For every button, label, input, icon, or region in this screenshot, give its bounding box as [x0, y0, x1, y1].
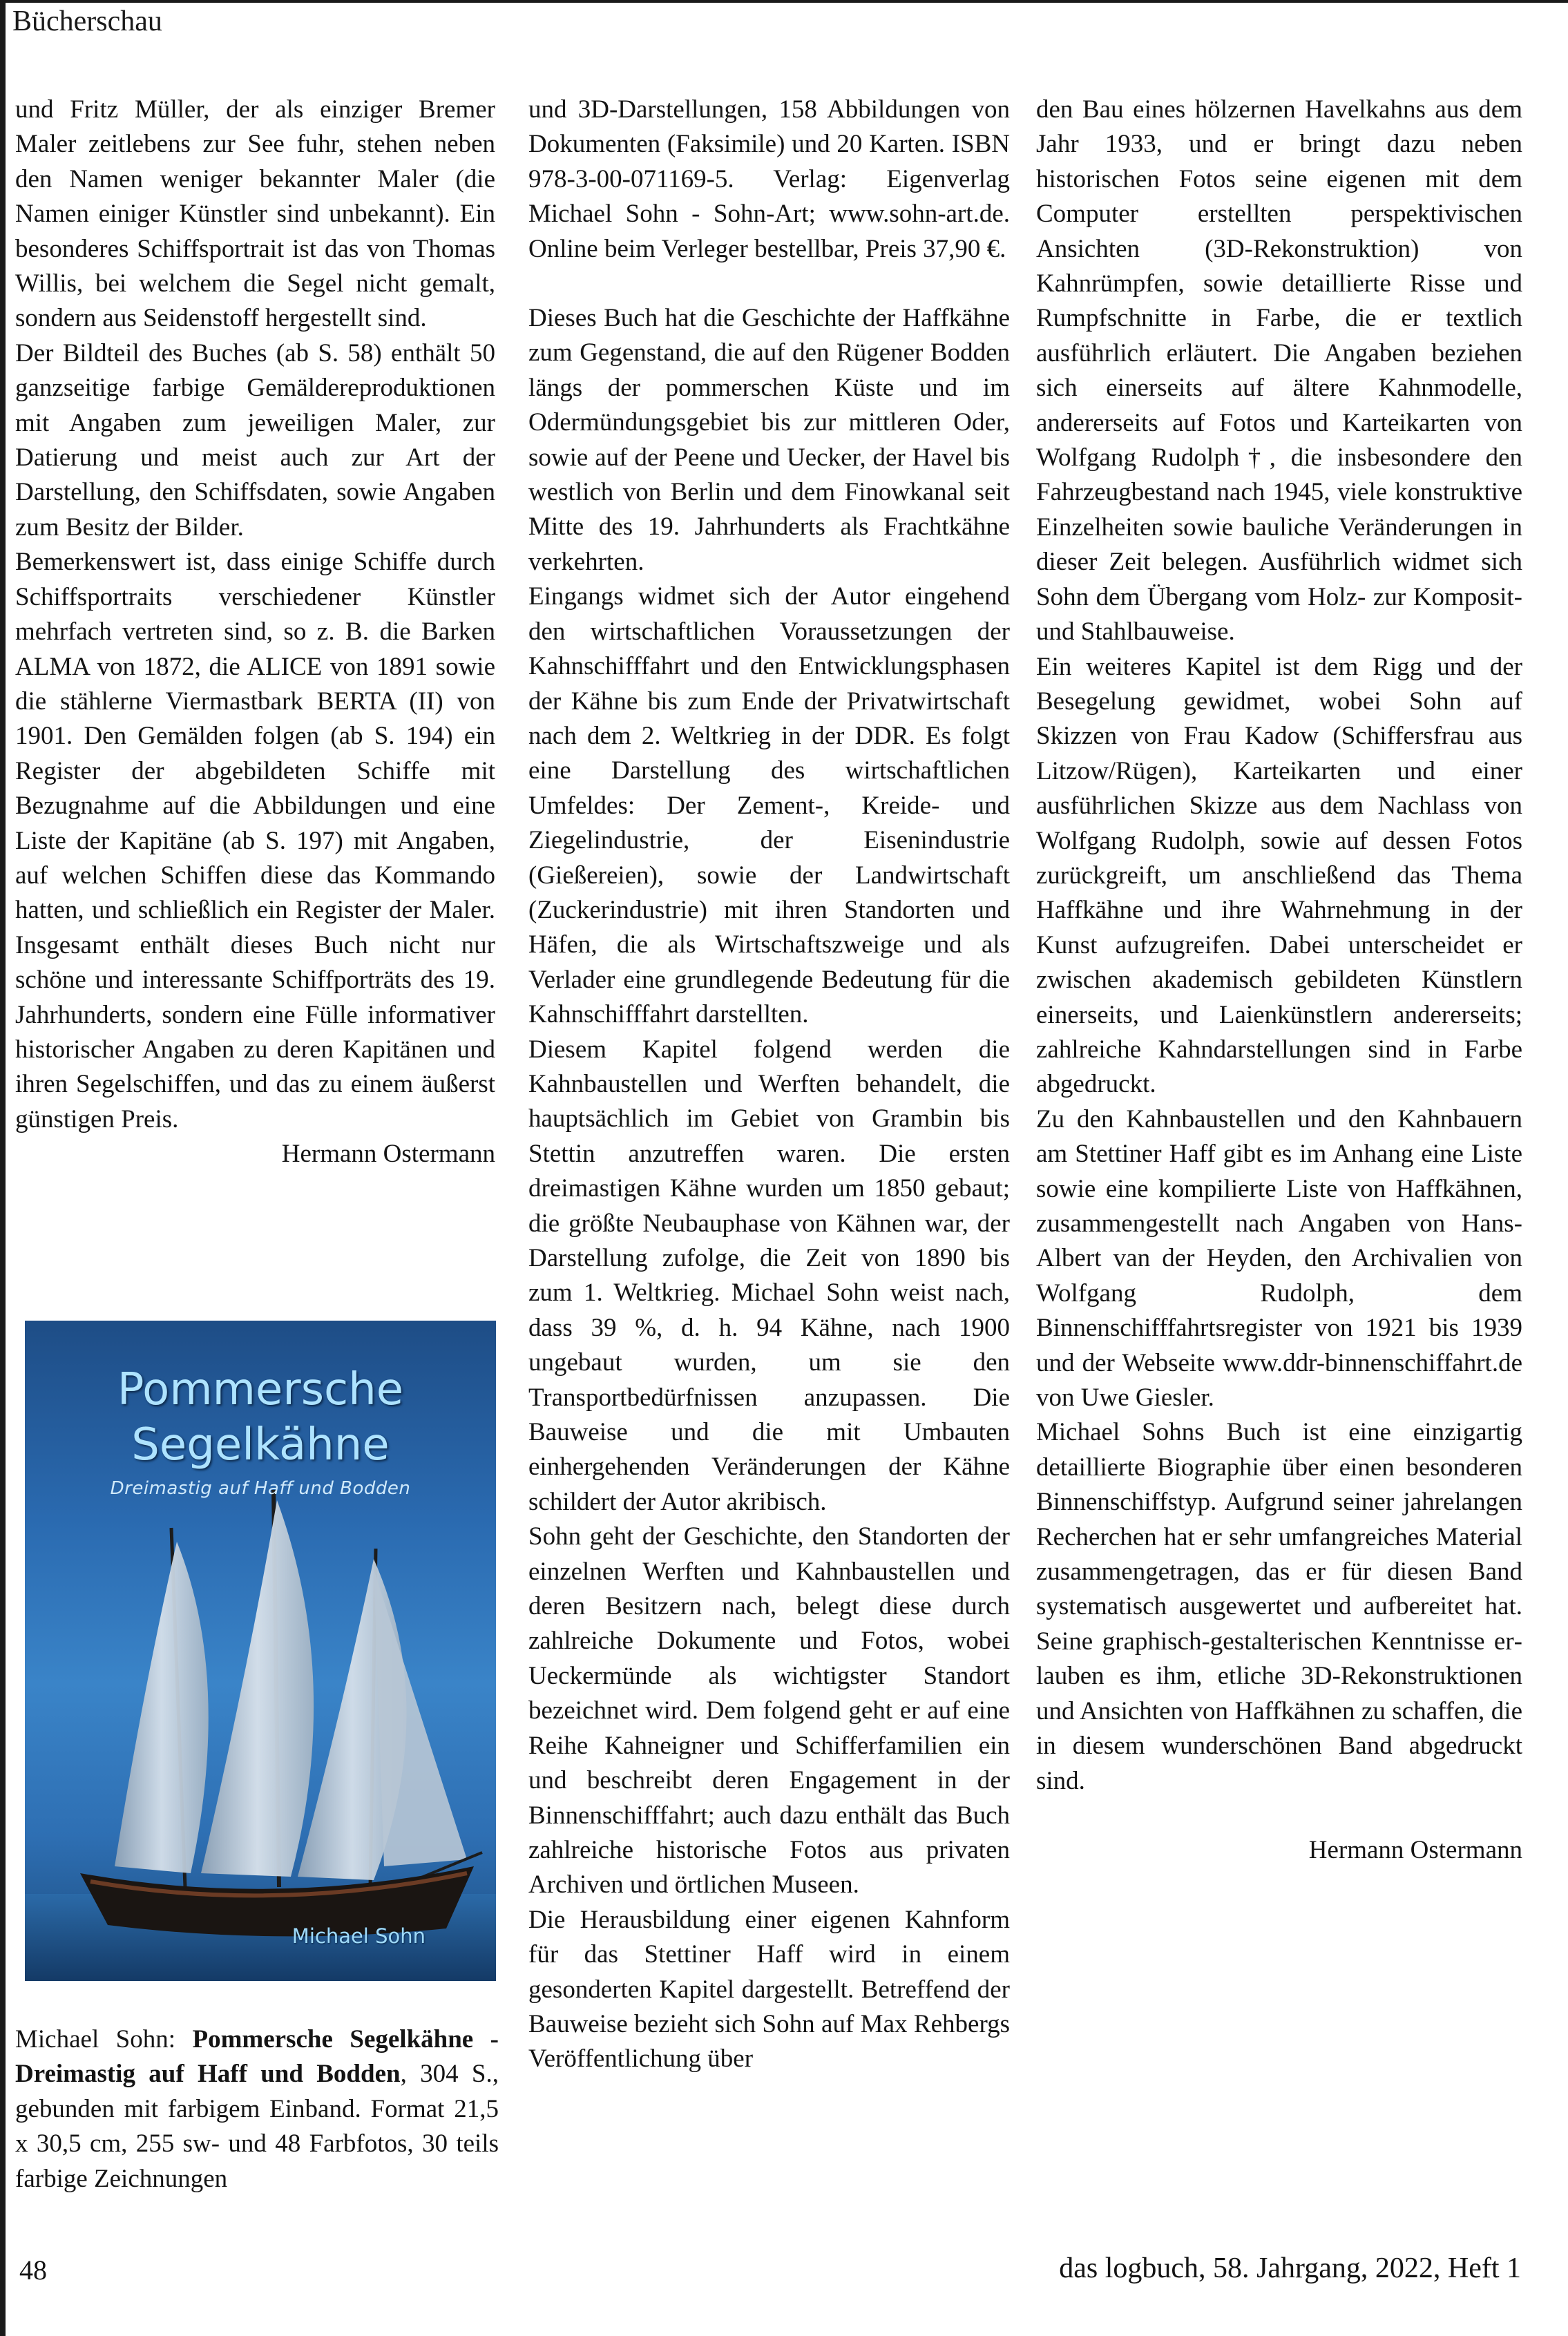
- book-cover-image: [25, 1321, 496, 1981]
- section-header: Bücherschau: [12, 6, 162, 37]
- paragraph: und 3D-Darstellungen, 158 Abbildungen von Dokumenten (Faksimile) und 20 Karten. ISBN 978-3-00-071169-5. Verlag: Eigenverlag Michael Sohn - Sohn-Art; www.sohn-art.de. Online beim Verleger bestellbar, Preis 37,90 €.: [528, 95, 1010, 263]
- paragraph-gap: [528, 267, 1010, 301]
- paragraph: Bemerkenswert ist, dass einige Schiffe durch Schiffsportraits verschiedener Künstler mehrfach vertreten sind, so z. B. die Barken ALMA von 1872, die ALICE von 1891 sowie die stählerne Viermastbark BERTA (II) von 1901. Den Gemälden folgen (ab S. 194) ein Register der abgebildeten Schiffe mit Bezugnahme auf die Abbildungen und eine Liste der Kapitäne (ab S. 197) mit Angaben, auf welchen Schiffen diese das Kommando hatten, und schließlich ein Register der Maler. Insgesamt enthält dieses Buch nicht nur schöne und interessante Schiffporträts des 19. Jahrhunderts, sondern eine Fülle informativer historischer Angaben zu deren Kapitänen und ihren Segelschiffen, und das zu einem äußerst günstigen Preis.: [15, 548, 495, 1133]
- paragraph: Die Herausbildung einer eigenen Kahnform für das Stettiner Haff wird in einem gesonderten Kapitel dargestellt. Betreffend der Bauweise bezieht sich Sohn auf Max Rehbergs Veröffentlichung über: [528, 1905, 1010, 2074]
- paragraph: Michael Sohns Buch ist eine einzigartig detaillierte Biographie über einen besonderen Binnenschiffstyp. Aufgrund seiner jahrelangen Recherchen hat er sehr umfangreiches Material zusammengetragen, das er für diesen Band systematisch ausgewertet und aufbereitet hat. Seine graphisch-gestalterischen Kenntnisse erlauben es ihm, etliche 3D-Rekonstruktionen und Ansichten von Haffkähnen zu schaffen, die in diesem wunderschönen Band abgedruckt sind.: [1036, 1418, 1522, 1795]
- top-rule: [0, 0, 1568, 3]
- citation-title: Pommersche Segelkähne - Dreimastig auf Haff und Bodden: [15, 2025, 499, 2089]
- cover-title-line-2: Segelkähne: [131, 1419, 390, 1471]
- citation-details: , 304 S., gebunden mit farbigem Einband. Format 21,5 x 30,5 cm, 255 sw- und 48 Farbfotos, 30 teils farbige Zeichnungen: [15, 2060, 499, 2193]
- paragraph: den Bau eines hölzernen Havelkahns aus dem Jahr 1933, und er bringt dazu neben historischen Fotos seine eigenen mit dem Computer erstellten perspektivischen Ansichten (3D-Rekonstruktion) von Kahnrümpfen, sowie detaillierte Risse und Rumpfschnitte in Farbe, die er textlich ausführlich erläutert. Die Angaben beziehen sich einerseits auf ältere Kahnmodelle, andererseits auf Fotos und Karteikarten von Wolfgang Rudolph†, die insbesondere den Fahrzeugbestand nach 1945, viele konstruktive Einzelheiten sowie bauliche Veränderungen in dieser Zeit belegen. Ausführlich widmet sich Sohn dem Übergang vom Holz- zur Komposit- und Stahlbauweise.: [1036, 95, 1522, 647]
- cover-subtitle: Dreimastig auf Haff und Bodden: [110, 1478, 411, 1499]
- cover-title-line-1: Pommersche: [117, 1364, 404, 1415]
- citation-author: Michael Sohn:: [15, 2025, 193, 2053]
- paragraph-gap: [1036, 1799, 1522, 1833]
- paragraph: Eingangs widmet sich der Autor eingehend den wirtschaftlichen Voraussetzungen der Kahnschifffahrt und den Entwicklungsphasen der Kähne bis zum Ende der Privatwirtschaft nach dem 2. Weltkrieg in der DDR. Es folgt eine Darstellung des wirtschaftlichen Umfeldes: Der Zement-, Kreide- und Ziegelindustrie, der Eisenindustrie (Gießereien), sowie der Landwirtschaft (Zuckerindustrie) mit ihren Standorten und Häfen, die als Wirtschaftszweige und als Verlader eine grundlegende Bedeutung für die Kahnschifffahrt darstellten.: [528, 582, 1010, 1029]
- cover-author: Michael Sohn: [291, 1924, 426, 1948]
- page-edge: [0, 0, 6, 2336]
- book-citation: [15, 2022, 499, 2196]
- paragraph: Sohn geht der Geschichte, den Standorten der einzelnen Werften und Kahnbaustellen und deren Besitzern nach, belegt diese durch zahlreiche Dokumente und Fotos, wobei Ueckermünde als wichtigster Standort bezeichnet wird. Dem folgend geht er auf eine Reihe Kahneigner und Schifferfamilien ein und beschreibt deren Engagement in der Binnenschifffahrt; auch dazu enthält das Buch zahlreiche historische Fotos aus privaten Archiven und örtlichen Museen.: [528, 1522, 1010, 1899]
- review-signature: Hermann Ostermann: [281, 1140, 495, 1169]
- paragraph: Zu den Kahnbaustellen und den Kahnbauern am Stettiner Haff gibt es im Anhang eine Liste sowie eine kompilierte Liste von Haffkähnen, zusammengestellt nach Angaben von Hans-Albert van der Heyden, den Archivalien von Wolfgang Rudolph, dem Binnenschifffahrtsregister von 1921 bis 1939 und der Webseite www.ddr-binnenschiffahrt.de von Uwe Giesler.: [1036, 1104, 1522, 1413]
- page-number: 48: [19, 2254, 47, 2286]
- column-3: [1036, 93, 1522, 1868]
- paragraph: Der Bildteil des Buches (ab S. 58) enthält 50 ganzseitige farbige Gemäldereproduktionen mit Angaben zum jeweiligen Maler, zur Datierung und meist auch zur Art der Darstellung, den Schiffsdaten, sowie Angaben zum Besitz der Bilder.: [15, 338, 495, 542]
- paragraph: Dieses Buch hat die Geschichte der Haffkähne zum Gegenstand, die auf den Rügener Bodden längs der pommerschen Küste und im Odermündungsgebiet bis zur mittleren Oder, sowie auf der Peene und Uecker, der Havel bis westlich von Berlin und dem Finowkanal seit Mitte des 19. Jahrhunderts als Frachtkähne verkehrten.: [528, 304, 1010, 576]
- paragraph: Ein weiteres Kapitel ist dem Rigg und der Besegelung gewidmet, wobei Sohn auf Skizzen von Frau Kadow (Schiffersfrau aus Litzow/Rügen), Karteikarten und einer ausführlichen Skizze aus dem Nachlass von Wolfgang Rudolph, sowie auf dessen Fotos zurückgreift, um anschließend das Thema Haffkähne und ihre Wahrnehmung in der Kunst aufzugreifen. Dabei unterscheidet er zwischen akademisch gebildeten Künstlern einerseits, und Laienkünstlern andererseits; zahlreiche Kahndarstellungen sind in Farbe abgedruckt.: [1036, 652, 1522, 1099]
- column-2: [528, 93, 1010, 2077]
- column-1: [15, 93, 495, 1172]
- review-signature: Hermann Ostermann: [1308, 1835, 1522, 1864]
- paragraph: Diesem Kapitel folgend werden die Kahnbaustellen und Werften behandelt, die hauptsächlich im Gebiet von Grambin bis Stettin anzutreffen waren. Die ersten dreimastigen Kähne wurden um 1850 gebaut; die größte Neubauphase von Kähnen war, der Darstellung zufolge, die Zeit von 1890 bis zum 1. Weltkrieg. Michael Sohn weist nach, dass 39 %, d. h. 94 Kähne, nach 1900 ungebaut wurden, um sie den Transportbedürfnissen anzupassen. Die Bauweise und die mit Umbauten einhergehenden Veränderungen der Kähne schildert der Autor akribisch.: [528, 1035, 1010, 1516]
- paragraph: und Fritz Müller, der als einziger Bremer Maler zeitlebens zur See fuhr, stehen neben den Namen weniger bekannter Maler (die Namen einiger Künstler sind unbekannt). Ein besonderes Schiffsportrait ist das von Thomas Willis, bei welchem die Segel nicht gemalt, sondern aus Seidenstoff hergestellt sind.: [15, 95, 495, 333]
- journal-info: das logbuch, 58. Jahrgang, 2022, Heft 1: [1059, 2252, 1521, 2284]
